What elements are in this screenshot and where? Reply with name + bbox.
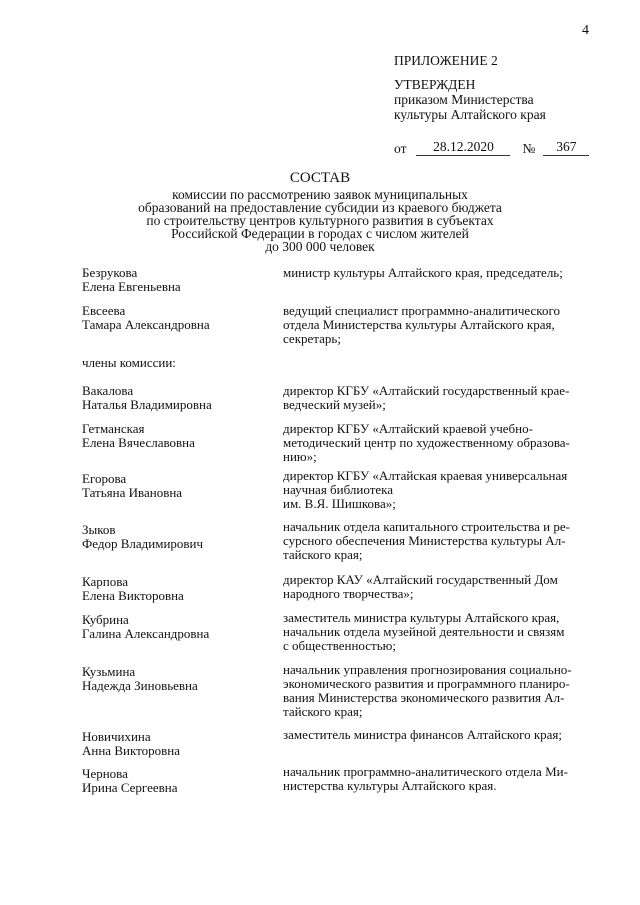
surname: Егорова	[82, 471, 127, 486]
role-line: заместитель министра финансов Алтайского края;	[283, 727, 563, 742]
surname: Кубрина	[82, 612, 129, 627]
role-line: нистерства культуры Алтайского края.	[283, 778, 497, 793]
number-prefix: №	[522, 141, 536, 156]
member-role	[283, 422, 593, 464]
role-line: методический центр по художественному образова-	[283, 435, 570, 450]
approved-label: УТВЕРЖДЕН	[394, 77, 476, 92]
role-line: тайского края;	[283, 704, 363, 719]
title-line: по строительству центров культурного развития в субъектах	[146, 213, 494, 228]
members-label: члены комиссии:	[82, 355, 176, 370]
member-name	[82, 730, 272, 758]
role-line: директор КГБУ «Алтайский государственный крае-	[283, 383, 570, 398]
member-name	[82, 422, 272, 450]
role-line: начальник управления прогнозирования социально-	[283, 662, 572, 677]
approval-block	[394, 53, 614, 156]
member-name	[82, 613, 272, 641]
order-line: приказом Министерства	[394, 92, 534, 107]
surname: Зыков	[82, 522, 116, 537]
role-line: нию»;	[283, 449, 317, 464]
surname: Карпова	[82, 574, 128, 589]
role-line: заместитель министра культуры Алтайского края,	[283, 610, 560, 625]
member-name	[82, 767, 272, 795]
member-name	[82, 523, 272, 551]
role-line: ведущий специалист программно-аналитического	[283, 303, 560, 318]
appendix-label: ПРИЛОЖЕНИЕ 2	[394, 53, 498, 68]
member-role	[283, 304, 593, 346]
member-role	[283, 728, 593, 742]
role-line: директор КАУ «Алтайский государственный Дом	[283, 572, 558, 587]
role-line: отдела Министерства культуры Алтайского края,	[283, 317, 555, 332]
member-name	[82, 665, 272, 693]
member-role	[283, 573, 593, 601]
role-line: директор КГБУ «Алтайская краевая универсальная	[283, 468, 568, 483]
date-number-row	[394, 139, 614, 156]
role-line: вания Министерства экономического развития Ал-	[283, 690, 565, 705]
given-names: Ирина Сергеевна	[82, 780, 178, 795]
given-names: Татьяна Ивановна	[82, 485, 183, 500]
role-line: директор КГБУ «Алтайский краевой учебно-	[283, 421, 533, 436]
role-line: министр культуры Алтайского края, председатель;	[283, 265, 563, 280]
surname: Вакалова	[82, 383, 134, 398]
order-date: 28.12.2020	[416, 139, 510, 156]
given-names: Елена Вячеславовна	[82, 435, 195, 450]
surname: Новичихина	[82, 729, 151, 744]
given-names: Елена Евгеньевна	[82, 279, 181, 294]
member-name	[82, 384, 272, 412]
given-names: Галина Александровна	[82, 626, 210, 641]
member-role	[283, 384, 593, 412]
role-line: секретарь;	[283, 331, 341, 346]
date-prefix: от	[394, 141, 407, 156]
title-heading: СОСТАВ	[289, 170, 351, 186]
role-line: сурсного обеспечения Министерства культуры Ал-	[283, 533, 566, 548]
member-role	[283, 469, 593, 511]
member-name	[82, 266, 272, 294]
role-line: ведческий музей»;	[283, 397, 386, 412]
role-line: им. В.Я. Шишкова»;	[283, 496, 396, 511]
given-names: Тамара Александровна	[82, 317, 210, 332]
given-names: Надежда Зиновьевна	[82, 678, 198, 693]
member-name	[82, 304, 272, 332]
role-line: тайского края;	[283, 547, 363, 562]
role-line: народного творчества»;	[283, 586, 414, 601]
surname: Кузьмина	[82, 664, 136, 679]
document-title	[100, 170, 540, 253]
title-line: Российской Федерации в городах с числом жителей	[171, 226, 469, 241]
role-line: с общественностью;	[283, 638, 396, 653]
member-role	[283, 611, 593, 653]
title-line: до 300 000 человек	[265, 239, 375, 254]
role-line: начальник отдела музейной деятельности и связям	[283, 624, 565, 639]
surname: Чернова	[82, 766, 128, 781]
given-names: Наталья Владимировна	[82, 397, 212, 412]
given-names: Анна Викторовна	[82, 743, 180, 758]
role-line: начальник программно-аналитического отдела Ми-	[283, 764, 568, 779]
surname: Безрукова	[82, 265, 138, 280]
given-names: Елена Викторовна	[82, 588, 184, 603]
surname: Гетманская	[82, 421, 145, 436]
surname: Евсеева	[82, 303, 126, 318]
page-number: 4	[582, 23, 589, 38]
role-line: научная библиотека	[283, 482, 394, 497]
member-name	[82, 575, 272, 603]
member-role	[283, 663, 593, 719]
member-role	[283, 520, 593, 562]
role-line: начальник отдела капитального строительства и ре-	[283, 519, 570, 534]
order-number: 367	[543, 139, 589, 156]
title-line: образований на предоставление субсидии из краевого бюджета	[138, 200, 502, 215]
role-line: экономического развития и программного планиро-	[283, 676, 570, 691]
ministry-line: культуры Алтайского края	[394, 107, 546, 122]
member-name	[82, 472, 272, 500]
member-role	[283, 765, 593, 793]
given-names: Федор Владимирович	[82, 536, 204, 551]
member-role	[283, 266, 593, 280]
title-line: комиссии по рассмотрению заявок муниципальных	[172, 187, 468, 202]
